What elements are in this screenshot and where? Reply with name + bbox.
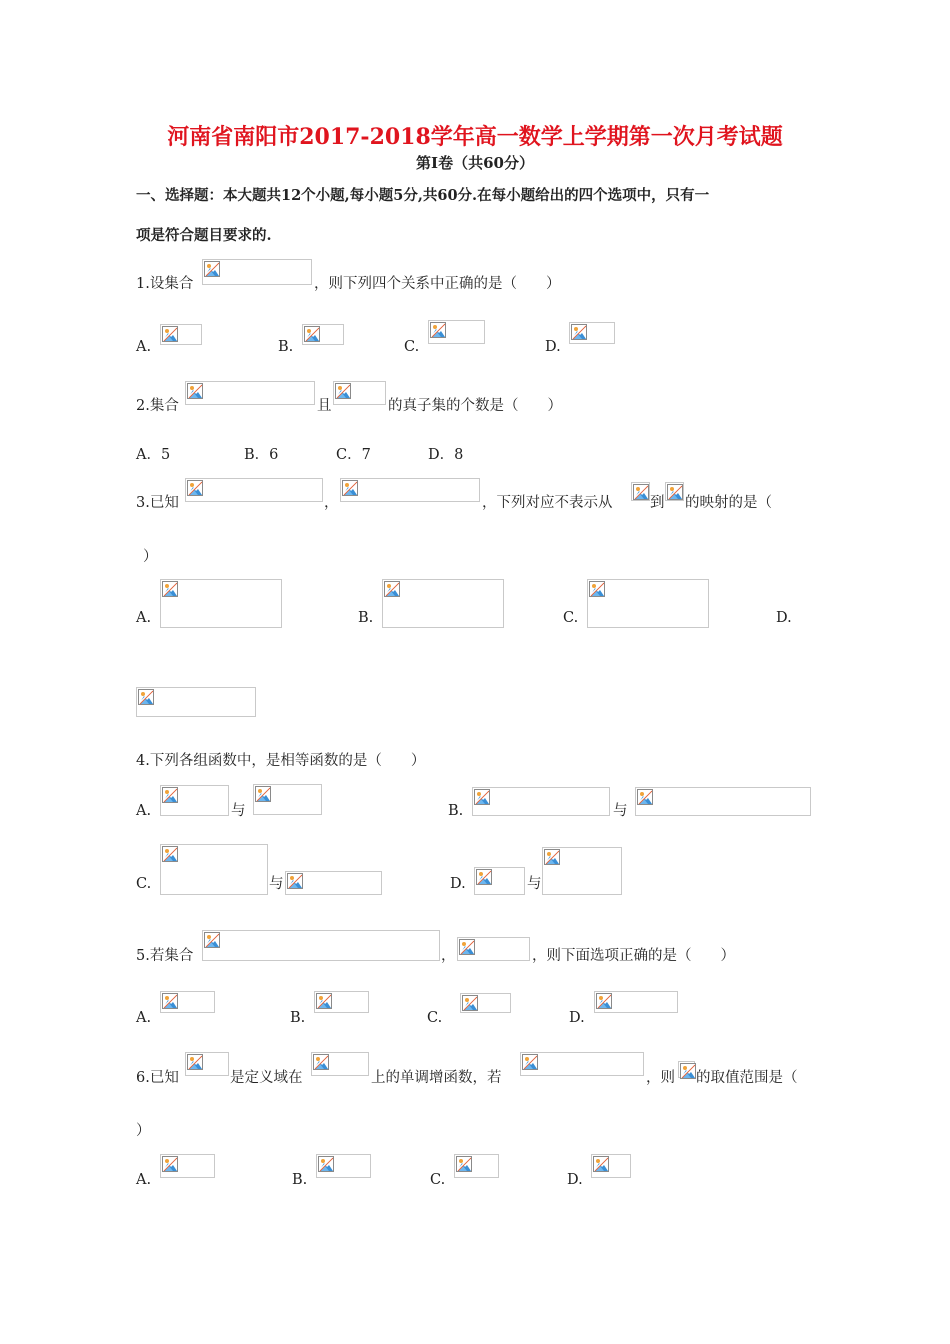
q1-set-formula-image	[202, 259, 312, 285]
q3-close-paren: ）	[143, 549, 158, 565]
paper-part-heading: 第Ⅰ卷（共60分）	[416, 154, 534, 172]
q6-mid2: 上的单调增函数，若	[371, 1070, 502, 1086]
broken-image-icon	[384, 581, 400, 597]
q6-option-c-image	[454, 1154, 499, 1178]
q4-option-c-with: 与	[269, 876, 284, 892]
broken-image-icon	[456, 1156, 472, 1172]
q1-prefix: 1.设集合	[136, 276, 194, 292]
q6-function-image	[185, 1052, 229, 1076]
q5-suffix: ，则下面选项正确的是（ ）	[532, 948, 735, 964]
q1-suffix: ，则下列四个关系中正确的是（ ）	[314, 276, 561, 292]
q6-option-b-label: B.	[292, 1172, 308, 1188]
broken-image-icon	[596, 993, 612, 1009]
q1-option-d-image	[569, 322, 615, 344]
broken-image-icon	[162, 581, 178, 597]
q4-option-b-f-image	[472, 787, 610, 816]
q3-set-a-image	[185, 478, 323, 502]
broken-image-icon	[318, 1156, 334, 1172]
q5-comma: ，	[441, 948, 456, 964]
broken-image-icon	[187, 1054, 203, 1070]
q3-option-d-label: D.	[776, 610, 792, 626]
q4-option-b-with: 与	[613, 803, 628, 819]
broken-image-icon	[138, 689, 154, 705]
q5-option-c-label: C.	[427, 1010, 443, 1026]
q3-suffix: 的映射的是（	[685, 495, 772, 511]
q2-option-d: D．8	[428, 447, 464, 463]
q1-option-c-image	[428, 320, 485, 344]
q2-set-formula-image	[185, 381, 315, 405]
q1-option-b-label: B.	[278, 339, 294, 355]
q1-option-c-label: C.	[404, 339, 420, 355]
q6-option-d-image	[591, 1154, 631, 1178]
q4-option-c-g-image	[285, 871, 382, 895]
broken-image-icon	[162, 1156, 178, 1172]
broken-image-icon	[474, 789, 490, 805]
q2-suffix: 的真子集的个数是（ ）	[388, 398, 562, 414]
q6-variable-image	[678, 1061, 695, 1078]
q2-condition-image	[333, 381, 386, 405]
q4-option-b-label: B.	[448, 803, 464, 819]
q2-option-b: B．6	[244, 447, 279, 463]
q5-set-m-image	[202, 930, 440, 961]
q1-option-a-image	[160, 324, 202, 345]
q4-option-d-f-image	[474, 867, 525, 895]
broken-image-icon	[313, 1054, 329, 1070]
broken-image-icon	[522, 1054, 538, 1070]
q3-option-b-image	[382, 579, 504, 628]
q6-option-c-label: C.	[430, 1172, 446, 1188]
broken-image-icon	[162, 993, 178, 1009]
broken-image-icon	[462, 995, 478, 1011]
broken-image-icon	[335, 383, 351, 399]
broken-image-icon	[316, 993, 332, 1009]
q5-option-d-label: D.	[569, 1010, 585, 1026]
q5-option-c-image	[460, 993, 511, 1013]
q2-prefix: 2.集合	[136, 398, 179, 414]
broken-image-icon	[255, 786, 271, 802]
q5-option-b-label: B.	[290, 1010, 306, 1026]
broken-image-icon	[633, 484, 649, 500]
q6-inequality-image	[520, 1052, 644, 1076]
q4-option-a-g-image	[253, 784, 322, 815]
broken-image-icon	[162, 326, 178, 342]
q3-option-c-image	[587, 579, 709, 628]
q6-mid1: 是定义域在	[230, 1070, 303, 1086]
broken-image-icon	[667, 484, 683, 500]
q5-option-b-image	[314, 991, 369, 1013]
broken-image-icon	[187, 480, 203, 496]
broken-image-icon	[637, 789, 653, 805]
q3-comma: ，	[324, 495, 339, 511]
broken-image-icon	[162, 846, 178, 862]
broken-image-icon	[187, 383, 203, 399]
q6-mid3: ，则	[646, 1070, 675, 1086]
q2-mid: 且	[317, 398, 332, 414]
broken-image-icon	[162, 787, 178, 803]
q4-option-d-g-image	[542, 847, 622, 895]
q3-option-a-image	[160, 579, 282, 628]
q4-option-d-with: 与	[527, 876, 542, 892]
q6-option-a-image	[160, 1154, 215, 1178]
q1-option-a-label: A.	[136, 339, 152, 355]
q6-suffix: 的取值范围是（	[696, 1070, 798, 1086]
q1-option-b-image	[302, 324, 344, 345]
broken-image-icon	[287, 873, 303, 889]
q4-option-c-label: C.	[136, 876, 152, 892]
q4-option-a-with: 与	[231, 803, 246, 819]
q3-prefix: 3.已知	[136, 495, 179, 511]
q3-option-c-label: C.	[563, 610, 579, 626]
broken-image-icon	[680, 1063, 696, 1079]
q6-option-b-image	[316, 1154, 371, 1178]
q4-option-b-g-image	[635, 787, 811, 816]
broken-image-icon	[593, 1156, 609, 1172]
q3-symbol-a-image	[631, 482, 650, 501]
q1-option-d-label: D.	[545, 339, 561, 355]
broken-image-icon	[204, 261, 220, 277]
q3-option-b-label: B.	[358, 610, 374, 626]
broken-image-icon	[544, 849, 560, 865]
q6-close-paren: ）	[136, 1123, 151, 1139]
broken-image-icon	[342, 480, 358, 496]
q3-option-a-label: A.	[136, 610, 152, 626]
section-instructions-line1: 一、选择题：本大题共12个小题,每小题5分,共60分.在每小题给出的四个选项中，只有一	[136, 187, 710, 204]
q4-option-a-f-image	[160, 785, 229, 816]
broken-image-icon	[459, 939, 475, 955]
q3-to: 到	[650, 495, 665, 511]
broken-image-icon	[304, 326, 320, 342]
q3-set-b-image	[340, 478, 480, 502]
q3-mid: ，下列对应不表示从	[482, 495, 613, 511]
q2-option-c: C．7	[336, 447, 371, 463]
q4-text: 4.下列各组函数中，是相等函数的是（ ）	[136, 753, 426, 769]
broken-image-icon	[430, 322, 446, 338]
q5-prefix: 5.若集合	[136, 948, 194, 964]
document-title: 河南省南阳市2017-2018学年高一数学上学期第一次月考试题	[167, 124, 783, 150]
q3-symbol-b-image	[665, 482, 684, 501]
broken-image-icon	[476, 869, 492, 885]
broken-image-icon	[589, 581, 605, 597]
q6-domain-image	[311, 1052, 369, 1076]
q6-prefix: 6.已知	[136, 1070, 179, 1086]
q5-option-a-label: A.	[136, 1010, 152, 1026]
broken-image-icon	[204, 932, 220, 948]
q4-option-c-f-image	[160, 844, 268, 895]
q6-option-d-label: D.	[567, 1172, 583, 1188]
q3-option-d-image	[136, 687, 256, 717]
broken-image-icon	[571, 324, 587, 340]
q5-option-a-image	[160, 991, 215, 1013]
q4-option-a-label: A.	[136, 803, 152, 819]
q6-option-a-label: A.	[136, 1172, 152, 1188]
q5-option-d-image	[594, 991, 678, 1013]
q4-option-d-label: D.	[450, 876, 466, 892]
section-instructions-line2: 项是符合题目要求的.	[136, 227, 272, 244]
q5-set-n-image	[457, 937, 530, 961]
q2-option-a: A．5	[136, 447, 171, 463]
